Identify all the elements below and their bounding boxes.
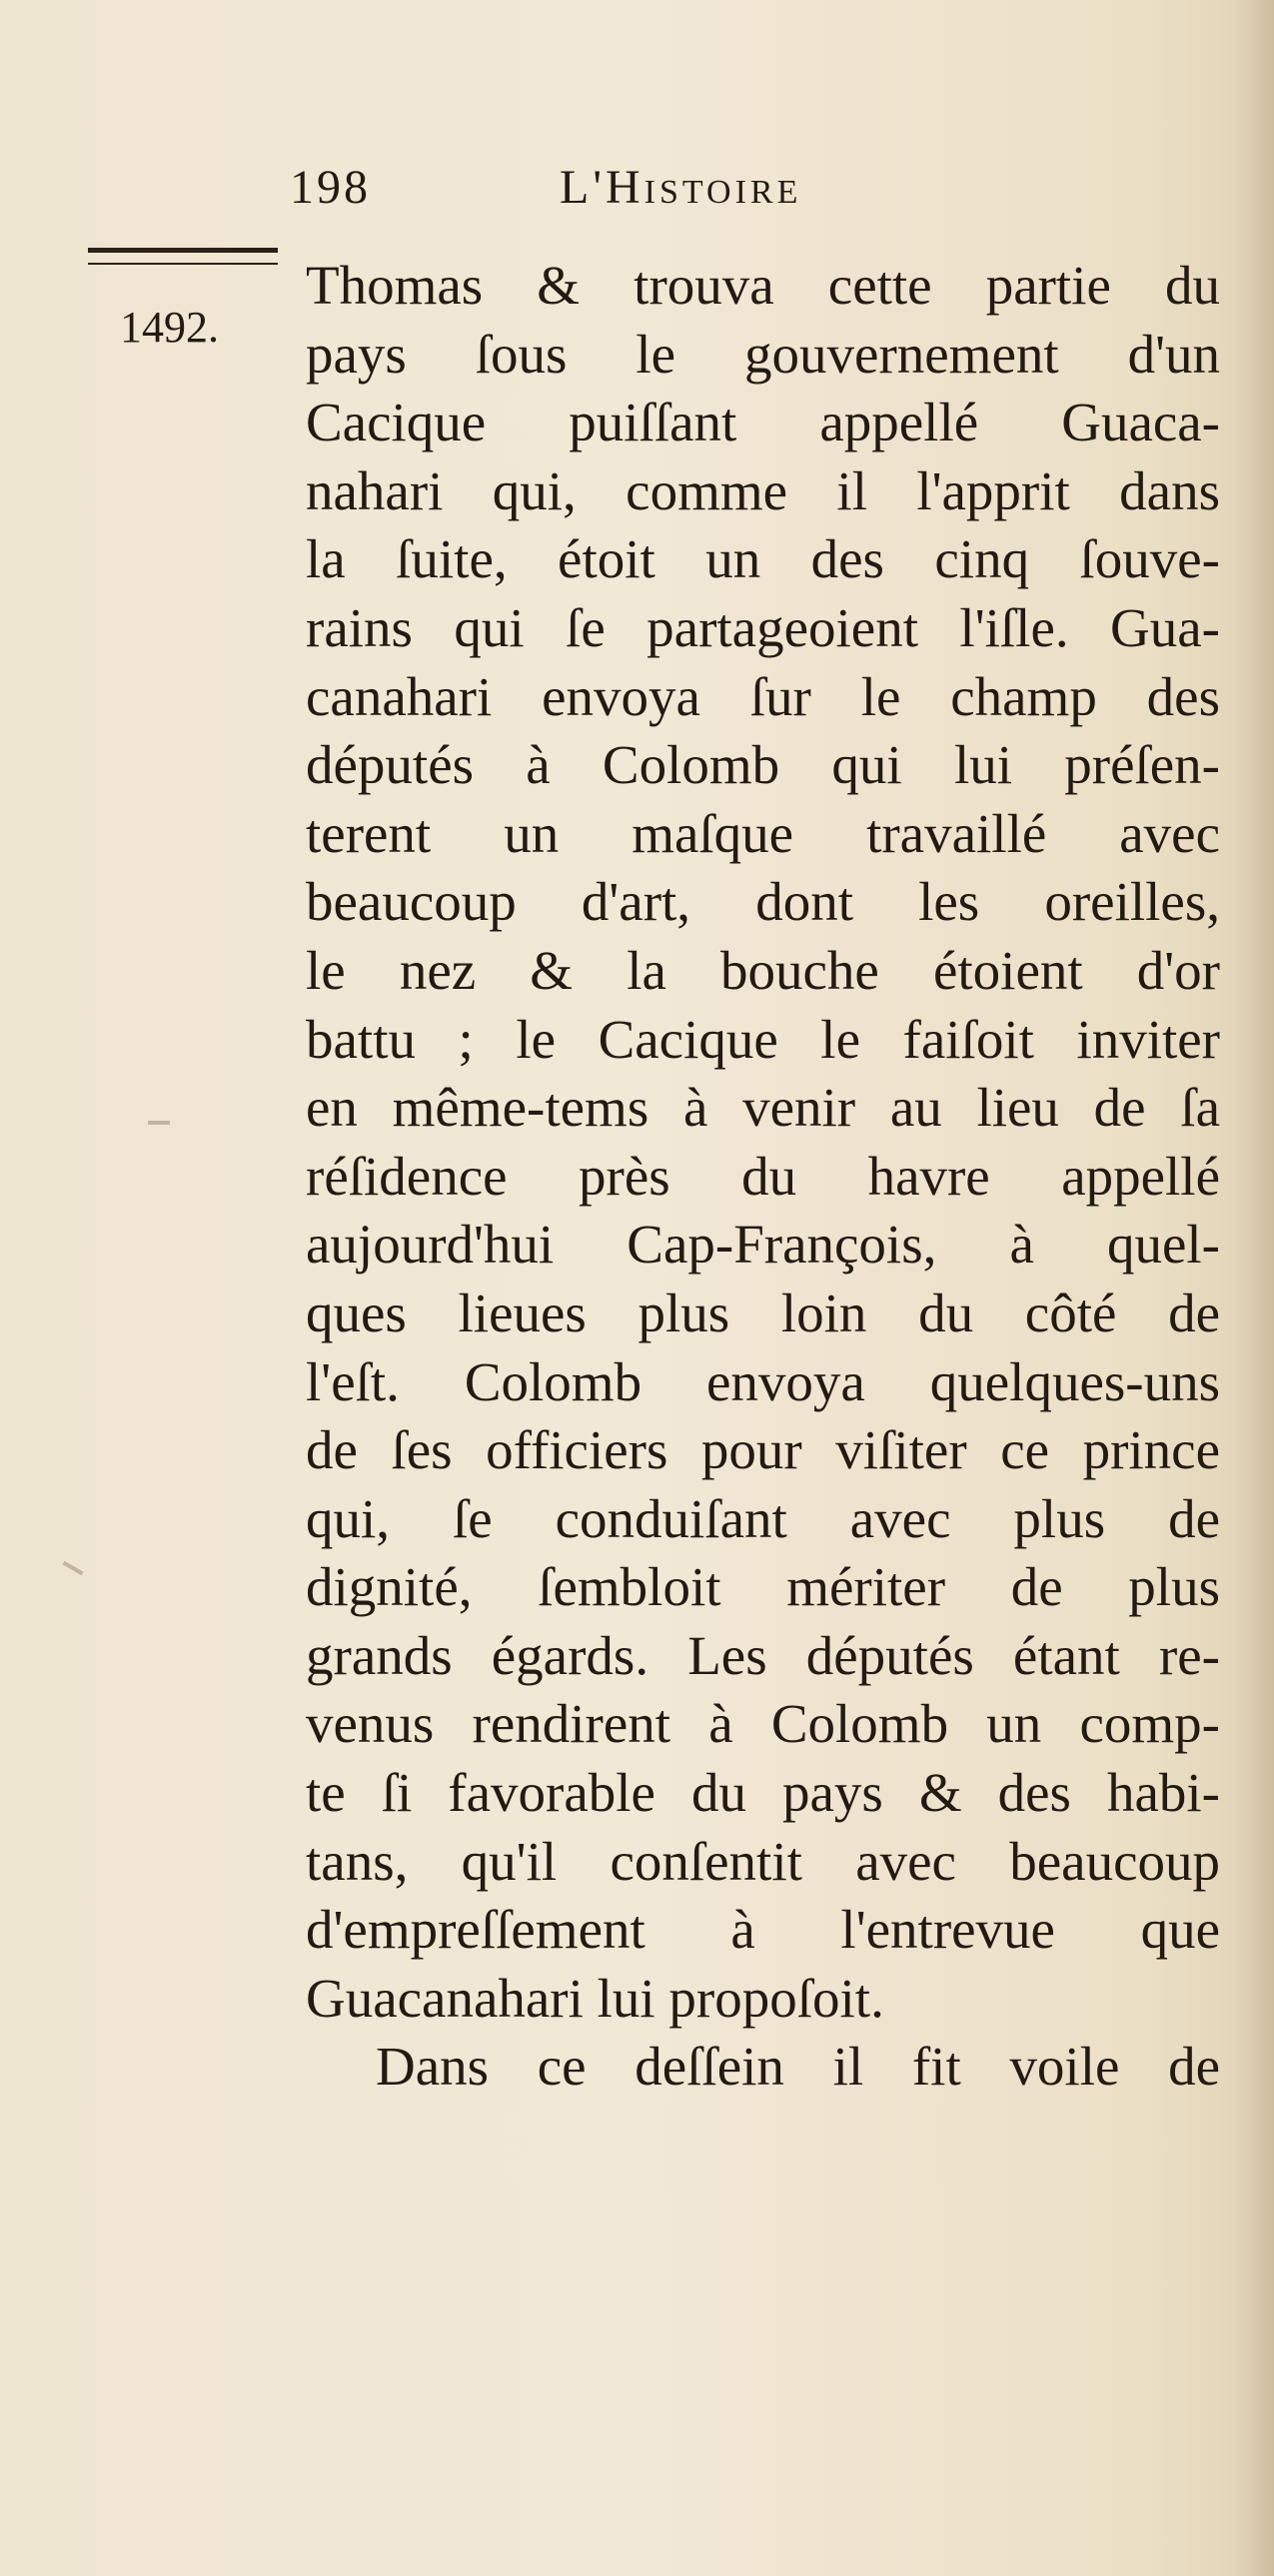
text-line: Thomas & trouva cette partie du [306,255,1220,316]
margin-rule [88,248,278,265]
text-line: grands égards. Les députés étant re- [306,1624,1220,1686]
text-line: tans, qu'il conſentit avec beaucoup [306,1830,1220,1892]
text-line: canahari envoya ſur le champ des [306,665,1220,727]
text-line: députés à Colomb qui lui préſen- [306,734,1220,796]
text-line: le nez & la bouche étoient d'or [306,939,1220,1001]
text-line: Cacique puiſſant appellé Guaca- [306,392,1220,453]
text-line: de ſes officiers pour viſiter ce prince [306,1419,1220,1481]
text-line: en même-tems à venir au lieu de ſa [306,1077,1220,1139]
text-line: Dans ce deſſein il fit voile de [376,2036,1220,2098]
text-line: réſidence près du havre appellé [306,1145,1220,1207]
text-line: battu ; le Cacique le faiſoit inviter [306,1008,1220,1070]
page-header [290,160,989,230]
text-line: dignité, ſembloit mériter de plus [306,1556,1220,1618]
text-line: rains qui ſe partageoient l'iſle. Gua- [306,596,1220,658]
text-line: te ſi favorable du pays & des habi- [306,1762,1220,1824]
text-line: aujourd'hui Cap-François, à quel- [306,1214,1220,1276]
text-line: pays ſous le gouvernement d'un [306,323,1220,385]
text-line: Guacanahari lui propoſoit. [306,1967,884,2029]
margin-year-note: 1492. [120,303,219,352]
text-line: terent un maſque travaillé avec [306,802,1220,864]
page-number: 198 [290,161,371,214]
text-line: venus rendirent à Colomb un comp- [306,1693,1220,1755]
text-line: ques lieues plus loin du côté de [306,1282,1220,1343]
ink-speck [148,1121,170,1125]
text-line: beaucoup d'art, dont les oreilles, [306,871,1220,933]
text-line: d'empreſſement à l'entrevue que [306,1899,1220,1961]
spine-shadow [1234,0,1274,2576]
text-line: nahari qui, comme il l'apprit dans [306,459,1220,521]
text-line: l'eſt. Colomb envoya quelques-uns [306,1350,1220,1412]
ink-speck [62,1561,83,1575]
text-line: qui, ſe conduiſant avec plus de [306,1487,1220,1549]
text-line: la ſuite, étoit un des cinq ſouve- [306,528,1220,590]
running-title: L'Histoire [560,161,802,214]
body-text [306,252,1220,2102]
